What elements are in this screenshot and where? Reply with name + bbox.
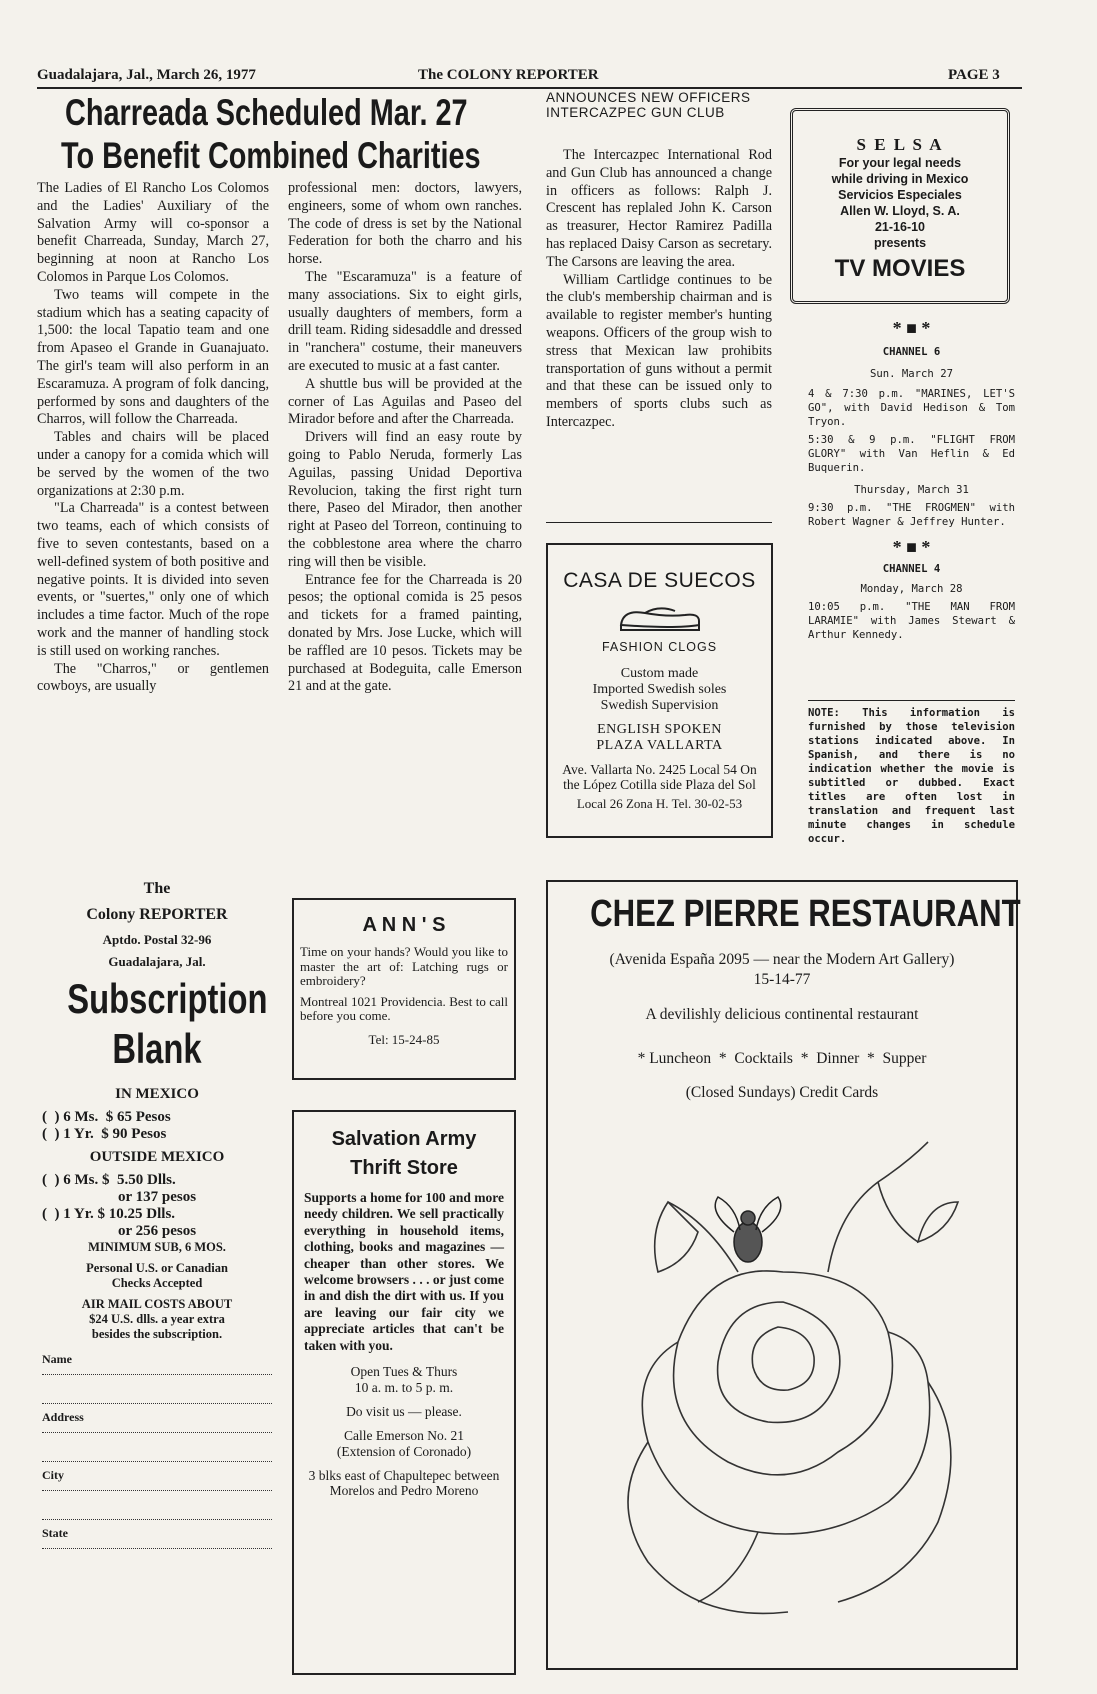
separator-stars: * ■ * [892,537,931,557]
anns-tel: Tel: 15-24-85 [368,1031,440,1047]
headline-line-2: To Benefit Combined Charities [61,135,481,176]
article-paragraph: Tables and chairs will be placed under a canopy for a comida which will be served by the women of the two organizations at 2:30 p.m. [37,429,269,499]
subscription-blank [42,880,272,1670]
sub-checks: Personal U.S. or Canadian [86,1261,228,1275]
gunclub-head-2: INTERCAZPEC GUN CLUB [546,105,725,120]
gunclub-paragraph: The Intercazpec International Rod and Gun Club has announced a change in officers as follows: Ralph J. Crescent has replaled John K. Carson as treasurer, Hector Ramirez Padilla has replaced Daisy Carson as secretary. The Carsons are leaving the area. [546,147,772,270]
name-label: Name [42,1352,72,1366]
gunclub-rule [546,522,772,523]
sub-addr: Aptdo. Postal 32-96 [102,932,212,947]
tv-entry: 4 & 7:30 p.m. "MARINES, LET'S GO", with David Hedison & Tom Tryon. [808,388,1015,428]
separator-stars: * ■ * [892,318,931,338]
name-field-line[interactable] [42,1381,272,1404]
selsa-line: Servicios Especiales [838,188,962,202]
tv-note: NOTE: This information is furnished by those television stations indicated above. In Spanish, and there is no indication whether the movie is subtitled or dubbed. Exact titles are often lost in translation and frequent last minute changes in schedule occur. [808,707,1015,845]
tv-movies-title: TV MOVIES [834,255,966,282]
sub-rate: ( ) 1 Yr. $ 10.25 Dlls. [42,1206,176,1222]
gunclub-heading [546,90,786,120]
suecos-tag: FASHION CLOGS [601,640,718,654]
salvation-visit: Do visit us — please. [346,1404,462,1420]
tv-rule [808,700,1015,701]
anns-body: Time on your hands? Would you like to master the art of: Latching rugs or embroidery? [300,944,508,988]
salvation-hours: 10 a. m. to 5 p. m. [354,1380,454,1396]
sub-the: The [143,880,171,897]
rose-illustration [588,1122,978,1642]
suecos-line: Imported Swedish soles [592,682,727,697]
salvation-body: Supports a home for 100 and more needy children. We sell practically everything in household items, clothing, books and magazines — cheaper than other stores. We welcome browsers . . . or just come in and dish the dirt with us. If you are leaving our fair city we appreciate articles that can't be taken with you. [304,1190,504,1353]
sub-rate: ( ) 1 Yr. $ 90 Pesos [42,1126,167,1142]
gunclub-paragraph: William Cartlidge continues to be the club's membership chairman and is available to register member's hunting weapons. Officers of the group wish to stress that Mexican law prohibits transportation of guns without a permit and that these can be issued only to members of sports clubs such as Intercazpec. [546,271,772,430]
sub-checks: Checks Accepted [111,1276,203,1290]
tv-date: Thursday, March 31 [854,484,969,496]
state-field[interactable] [42,1526,272,1549]
tv-entry: 5:30 & 9 p.m. "FLIGHT FROM GLORY" with Van Heflin & Ed Buquerin. [808,434,1015,474]
suecos-ad [546,543,773,838]
masthead-paper: The COLONY REPORTER [418,67,599,83]
sub-section: IN MEXICO [115,1086,199,1102]
state-label: State [42,1526,68,1540]
salvation-dir: 3 blks east of Chapultepec between Morelos and Pedro Moreno [308,1468,500,1499]
tv-date: Sun. March 27 [870,368,953,380]
masthead-date: Guadalajara, Jal., March 26, 1977 [37,67,256,83]
name-field[interactable] [42,1352,272,1375]
sub-rate: ( ) 6 Ms. $ 65 Pesos [42,1109,171,1125]
tv-channel: CHANNEL 6 [882,346,941,358]
tv-channel: CHANNEL 4 [882,563,941,575]
salvation-hours: Open Tues & Thurs [350,1364,458,1380]
address-field-line[interactable] [42,1439,272,1462]
article-paragraph: "La Charreada" is a contest between two teams, each of which consists of five to seven contestants, based on a well-defined system of both positive and negative points. It is divided into seven events, or "suertes," only one of which includes a time factor. Much of the rope work and the manner of handling stock is still used on working ranches. [37,500,269,659]
selsa-line: 21-16-10 [874,220,926,234]
sub-paper: Colony REPORTER [86,906,228,923]
suecos-line: PLAZA VALLARTA [596,738,723,753]
article-paragraph: Two teams will compete in the stadium which has a seating capacity of 1,500: the local Tapatio team and one from Apaseo el Grande in Guanajuato. The girl's team will also perform in an Escaramuza. A program of folk dancing, performed by sons and daughters of the Charros, will follow the Charreada. [37,286,269,428]
gunclub-head-1: ANNOUNCES NEW OFFICERS [546,90,751,105]
sub-rate: or 137 pesos [117,1189,197,1205]
selsa-ad [790,108,1010,304]
article-paragraph: The "Charros," or gentlemen cowboys, are usually [37,660,269,695]
headline-line-1: Charreada Scheduled Mar. 27 [65,92,468,133]
selsa-line: while driving in Mexico [831,172,969,186]
anns-ad [292,898,516,1080]
charreada-headline [37,92,527,178]
charreada-column-1 [37,180,269,878]
chez-addr: (Avenida España 2095 — near the Modern Art Gallery) 15-14-77 [609,951,955,988]
salvation-addr: (Extension of Coronado) [336,1444,472,1460]
suecos-name: CASA DE SUECOS [563,569,756,592]
anns-name: A N N ' S [362,914,446,936]
sub-title: Blank [112,1025,202,1072]
tv-listings [808,318,1015,642]
chez-menu: * Luncheon * Cocktails * Dinner * Supper [637,1050,927,1067]
sub-section: OUTSIDE MEXICO [89,1149,225,1165]
gunclub-article [546,147,772,527]
suecos-line: Ave. Vallarta No. 2425 Local 54 On the López Cotilla side Plaza del Sol [562,762,757,792]
city-field[interactable] [42,1468,272,1491]
salvation-title: Salvation Army [331,1128,477,1150]
address-label: Address [42,1410,84,1424]
selsa-line: For your legal needs [838,156,962,170]
suecos-line: Local 26 Zona H. Tel. 30-02-53 [576,796,743,811]
address-field[interactable] [42,1410,272,1433]
article-paragraph: The Ladies of El Rancho Los Colomos and the Ladies' Auxiliary of the Salvation Army will co-sponsor a benefit Charreada, Sunday, March 27, beginning at noon at Rancho Los Colomos in Parque Los Colomos. [37,180,269,285]
selsa-line: presents [873,236,927,250]
chez-name: CHEZ PIERRE RESTAURANT [590,893,1021,935]
masthead-page: PAGE 3 [948,67,1000,83]
article-paragraph: A shuttle bus will be provided at the corner of Las Aguilas and Paseo del Mirador before and after the Charreada. [288,375,522,428]
charreada-column-2 [288,180,522,892]
tv-entry: 10:05 p.m. "THE MAN FROM LARAMIE" with James Stewart & Arthur Kennedy. [808,601,1015,641]
tv-entry: 9:30 p.m. "THE FROGMEN" with Robert Wagner & Jeffrey Hunter. [808,502,1015,528]
chez-closed: (Closed Sundays) Credit Cards [685,1084,879,1101]
sub-form [42,1352,272,1549]
salvation-addr: Calle Emerson No. 21 [344,1428,464,1444]
salvation-ad [292,1110,516,1675]
suecos-line: Swedish Supervision [600,698,719,713]
article-paragraph: The "Escaramuza" is a feature of many associations. Six to eight girls, usually daughters of members, form a drill team. Riding sidesaddle and dressed in "ranchera" costume, their maneuvers are executed to music at a fast canter. [288,268,522,374]
sub-min: MINIMUM SUB, 6 MOS. [88,1240,226,1254]
clog-icon [548,599,771,640]
selsa-line: Allen W. Lloyd, S. A. [840,204,960,218]
chez-ad [546,880,1021,1670]
selsa-name: S E L S A [856,135,944,154]
sub-air: besides the subscription. [91,1327,223,1341]
city-label: City [42,1468,64,1482]
chez-slogan: A devilishly delicious continental restaurant [645,1006,919,1023]
sub-air: AIR MAIL COSTS ABOUT [81,1297,233,1311]
city-field-line[interactable] [42,1497,272,1520]
article-paragraph: professional men: doctors, lawyers, engineers, some of whom own ranches. The code of dress is set by the National Federation for both the charro and his horse. [288,180,522,268]
sub-air: $24 U.S. dlls. a year extra [89,1312,225,1326]
tv-date: Monday, March 28 [860,583,963,595]
sub-title: Subscription [67,975,268,1022]
suecos-line: ENGLISH SPOKEN [597,722,722,737]
anns-addr: Montreal 1021 Providencia. Best to call before you come. [300,993,508,1023]
masthead-rule [37,87,1022,89]
sub-rate: ( ) 6 Ms. $ 5.50 Dlls. [42,1172,176,1188]
article-paragraph: Drivers will find an easy route by going to Pablo Neruda, formerly Las Aguilas, passing Unidad Deportiva Revolucion, taking the first right turn there, Paseo del Mirador, then another right at Paseo del Torreon, continuing to the cobblestone area where the charro ring will then be visible. [288,429,522,570]
sub-addr: Guadalajara, Jal. [108,954,206,969]
salvation-title: Thrift Store [350,1157,458,1179]
article-paragraph: Entrance fee for the Charreada is 20 pesos; the optional comida is 25 pesos and tickets for a framed painting, donated by Mrs. Jose Lucke, which will be raffled are 10 pesos. Tickets may be purchased at Bodeguita, calle Emerson 21 and at the gate. [288,571,522,695]
suecos-line: Custom made [620,666,699,681]
sub-rate: or 256 pesos [117,1223,197,1239]
